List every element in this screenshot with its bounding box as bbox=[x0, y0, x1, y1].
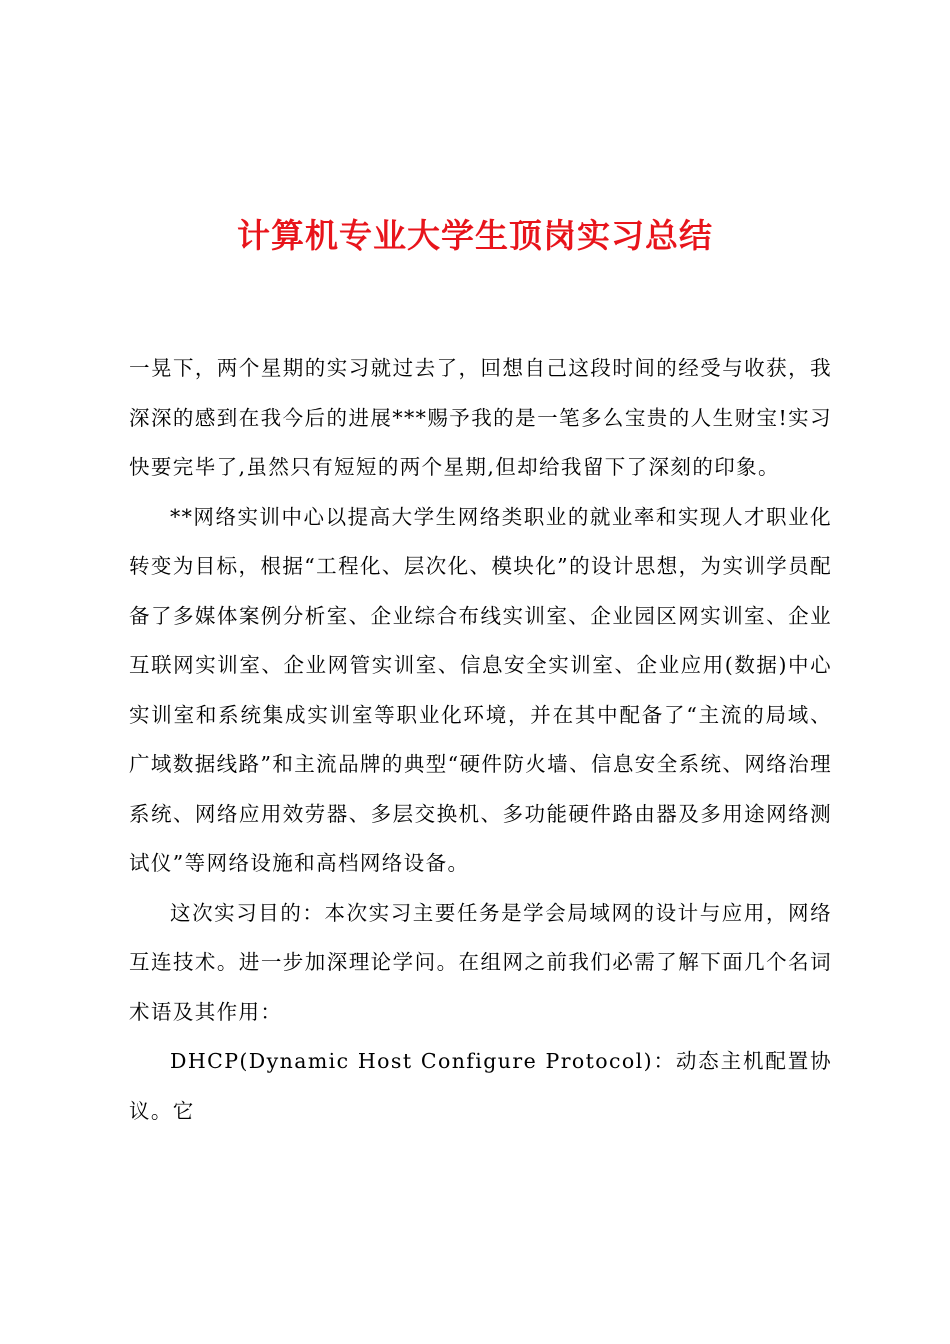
paragraph-3: 这次实习目的：本次实习主要任务是学会局域网的设计与应用，网络互连技术。进一步加深理论学问。在组网之前我们必需了解下面几个名词术语及其作用： bbox=[129, 900, 832, 1024]
paragraph-1: 一晃下，两个星期的实习就过去了，回想自己这段时间的经受与收获，我深深的感到在我今后的进展***赐予我的是一笔多么宝贵的人生财宝!实习快要完毕了,虽然只有短短的两个星期,但却给我留下了深刻的印象。 bbox=[129, 356, 832, 479]
document-title: 计算机专业大学生顶岗实习总结 bbox=[237, 216, 713, 255]
document-body bbox=[129, 344, 832, 1136]
paragraph-4: DHCP(Dynamic Host Configure Protocol)：动态主机配置协议。它 bbox=[129, 1049, 832, 1123]
paragraph-2: **网络实训中心以提高大学生网络类职业的就业率和实现人才职业化转变为目标，根据“工程化、层次化、模块化”的设计思想，为实训学员配备了多媒体案例分析室、企业综合布线实训室、企业园区网实训室、企业互联网实训室、企业网管实训室、信息安全实训室、企业应用(数据)中心实训室和系统集成实训室等职业化环境，并在其中配备了“主流的局域、广域数据线路”和主流品牌的典型“硬件防火墙、信息安全系统、网络治理系统、网络应用效劳器、多层交换机、多功能硬件路由器及多用途网络测试仪”等网络设施和高档网络设备。 bbox=[129, 504, 832, 875]
